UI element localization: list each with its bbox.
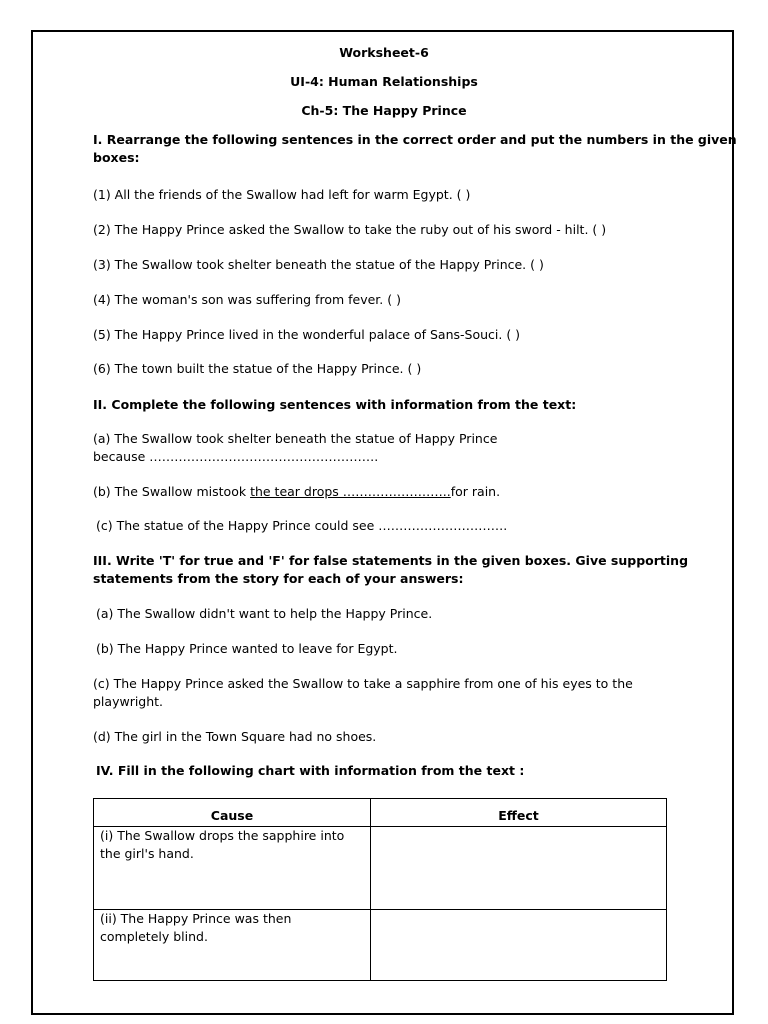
table-header-cause: Cause <box>94 799 371 827</box>
section1-heading-line2: boxes: <box>93 150 140 165</box>
section1-item-6: (6) The town built the statue of the Happy Prince. ( ) <box>93 361 422 376</box>
section3-item-c-line2: playwright. <box>93 694 164 709</box>
worksheet-title: Worksheet-6 <box>339 45 429 60</box>
section2-item-b-prefix: (b) The Swallow mistook <box>93 484 251 499</box>
section2-item-b-underlined: the tear drops …………………….. <box>250 484 451 499</box>
table-cell-effect-1[interactable] <box>371 827 667 910</box>
table-cell-cause-2 <box>94 910 371 981</box>
section1-item-3: (3) The Swallow took shelter beneath the statue of the Happy Prince. ( ) <box>93 257 544 272</box>
section3-heading-line2: statements from the story for each of your answers: <box>93 571 464 586</box>
section1-item-1: (1) All the friends of the Swallow had left for warm Egypt. ( ) <box>93 187 471 202</box>
cause-2-line1: (ii) The Happy Prince was then <box>100 911 292 926</box>
cause-1-line2: the girl's hand. <box>100 846 194 861</box>
section3-item-a: (a) The Swallow didn't want to help the Happy Prince. <box>96 606 433 621</box>
section1-item-5: (5) The Happy Prince lived in the wonderful palace of Sans-Souci. ( ) <box>93 327 521 342</box>
section2-item-a-line2: because ………………………………………………. <box>93 449 379 464</box>
table-cell-effect-2[interactable] <box>371 910 667 981</box>
section3-item-c-line1: (c) The Happy Prince asked the Swallow to take a sapphire from one of his eyes to the <box>93 676 633 691</box>
chapter-title: Ch-5: The Happy Prince <box>301 103 467 118</box>
table-header-effect: Effect <box>371 799 667 827</box>
section1-heading-line1: I. Rearrange the following sentences in the correct order and put the numbers in the given <box>93 132 737 147</box>
section3-item-b: (b) The Happy Prince wanted to leave for Egypt. <box>96 641 398 656</box>
section2-item-c: (c) The statue of the Happy Prince could see …………………………. <box>96 518 508 533</box>
section2-heading: II. Complete the following sentences with information from the text: <box>93 397 577 412</box>
section4-heading: IV. Fill in the following chart with information from the text : <box>96 763 525 778</box>
section3-heading-line1: III. Write 'T' for true and 'F' for false statements in the given boxes. Give supporting <box>93 553 689 568</box>
table-row <box>94 910 667 981</box>
section1-item-2: (2) The Happy Prince asked the Swallow to take the ruby out of his sword - hilt. ( ) <box>93 222 607 237</box>
table-header-row <box>94 799 667 827</box>
cause-2-line2: completely blind. <box>100 929 208 944</box>
cause-1-line1: (i) The Swallow drops the sapphire into <box>100 828 345 843</box>
unit-title: UI-4: Human Relationships <box>290 74 478 89</box>
section2-item-b <box>93 483 500 501</box>
section1-item-4: (4) The woman's son was suffering from fever. ( ) <box>93 292 401 307</box>
table-cell-cause-1 <box>94 827 371 910</box>
section2-item-b-suffix: for rain. <box>450 484 501 499</box>
table-row <box>94 827 667 910</box>
cause-effect-table <box>93 798 667 981</box>
section3-item-d: (d) The girl in the Town Square had no shoes. <box>93 729 377 744</box>
section2-item-a-line1: (a) The Swallow took shelter beneath the statue of Happy Prince <box>93 431 498 446</box>
